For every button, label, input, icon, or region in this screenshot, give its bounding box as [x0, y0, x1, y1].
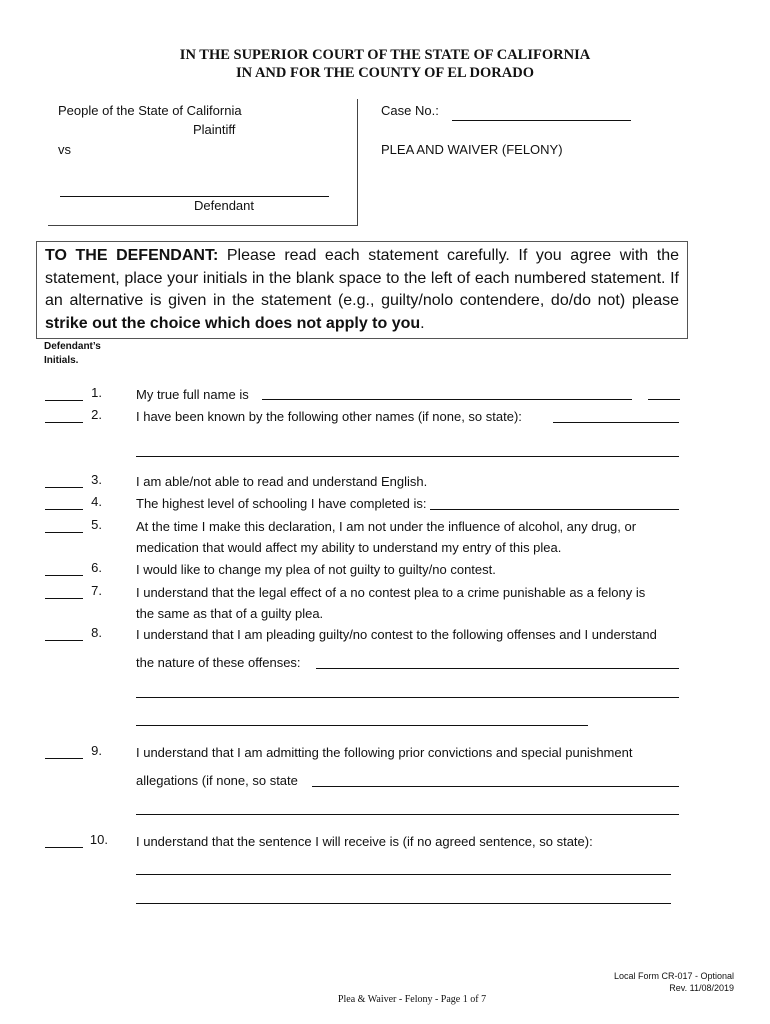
initials-blank-8[interactable] [45, 640, 83, 641]
statement-1: My true full name is [136, 387, 249, 402]
statement-number-9: 9. [91, 743, 102, 758]
page-footer: Plea & Waiver - Felony - Page 1 of 7 [337, 994, 487, 1005]
initials-blank-4[interactable] [45, 509, 83, 510]
form-revision: Rev. 11/08/2019 [669, 983, 734, 993]
statement-5 [136, 516, 636, 558]
other-names-field-2[interactable] [136, 456, 679, 457]
case-no-label: Case No.: [381, 103, 439, 118]
statement-8-line1: I understand that I am pleading guilty/no contest to the following offenses and I understand [136, 627, 657, 642]
initials-column-label [44, 340, 101, 368]
offenses-field-2[interactable] [136, 697, 679, 698]
statement-5-line1: At the time I make this declaration, I am not under the influence of alcohol, any drug, or [136, 519, 637, 534]
initials-blank-3[interactable] [45, 487, 83, 488]
court-heading-line2: IN AND FOR THE COUNTY OF EL DORADO [236, 65, 534, 81]
initials-label-line2: Initials. [44, 355, 79, 366]
statement-8-line2: the nature of these offenses: [136, 655, 301, 670]
statement-number-5: 5. [91, 517, 102, 532]
initials-blank-6[interactable] [45, 575, 83, 576]
initials-blank-5[interactable] [45, 532, 83, 533]
court-heading [0, 46, 770, 82]
full-name-field-2[interactable] [648, 399, 680, 400]
defendant-name-line[interactable] [60, 196, 329, 197]
prior-convictions-field[interactable] [312, 786, 679, 787]
sentence-field[interactable] [136, 874, 671, 875]
court-heading-line1: IN THE SUPERIOR COURT OF THE STATE OF CALIFORNIA [179, 47, 591, 63]
notice-strike-instruction: strike out the choice which does not apply to you [45, 314, 421, 332]
statement-number-2: 2. [91, 407, 102, 422]
statement-7-line1: I understand that the legal effect of a no contest plea to a crime punishable as a felony is [136, 585, 646, 600]
full-name-field[interactable] [262, 399, 632, 400]
initials-blank-1[interactable] [45, 400, 83, 401]
statement-number-6: 6. [91, 560, 102, 575]
prior-convictions-field-2[interactable] [136, 814, 679, 815]
statement-number-10: 10. [89, 832, 108, 847]
initials-blank-7[interactable] [45, 598, 83, 599]
sentence-field-2[interactable] [136, 903, 671, 904]
statement-number-8: 8. [91, 625, 102, 640]
document-title: PLEA AND WAIVER (FELONY) [381, 142, 563, 157]
offenses-field[interactable] [316, 668, 679, 669]
statement-10: I understand that the sentence I will receive is (if no agreed sentence, so state): [136, 834, 593, 849]
statement-7-line2: the same as that of a guilty plea. [136, 606, 324, 621]
vs-label: vs [58, 142, 71, 157]
form-id: Local Form CR-017 - Optional [613, 971, 734, 981]
statement-9-line2: allegations (if none, so state [136, 773, 298, 788]
statement-5-line2: medication that would affect my ability to understand my entry of this plea. [136, 540, 562, 555]
notice-end: . [420, 314, 425, 332]
form-identifier [500, 970, 734, 994]
schooling-field[interactable] [430, 509, 679, 510]
initials-blank-9[interactable] [45, 758, 83, 759]
statement-9-line1: I understand that I am admitting the following prior convictions and special punishment [136, 745, 633, 760]
initials-blank-2[interactable] [45, 422, 83, 423]
other-names-field[interactable] [553, 422, 679, 423]
initials-label-line1: Defendant’s [44, 341, 101, 352]
statement-number-1: 1. [91, 385, 102, 400]
statement-number-3: 3. [91, 472, 102, 487]
statement-number-7: 7. [91, 583, 102, 598]
statement-4: The highest level of schooling I have completed is: [136, 496, 427, 511]
statement-3: I am able/not able to read and understand English. [136, 474, 428, 489]
statement-7 [136, 582, 645, 624]
initials-blank-10[interactable] [45, 847, 83, 848]
case-no-field[interactable] [452, 120, 631, 121]
people-label: People of the State of California [58, 103, 242, 118]
defendant-label: Defendant [194, 198, 254, 213]
notice-text: Please read each statement carefully. If you agree with the statement, place your initials in the blank space to the left of each numbered statement. If an alternative is given in the statement (e.g., guilty/nolo contendere, do/do not) please [45, 247, 679, 309]
statement-2: I have been known by the following other names (if none, so state): [136, 409, 522, 424]
offenses-field-3[interactable] [136, 725, 588, 726]
plaintiff-label: Plaintiff [193, 122, 236, 137]
statement-number-4: 4. [91, 494, 102, 509]
notice-lead: TO THE DEFENDANT: [45, 247, 219, 264]
statement-6: I would like to change my plea of not guilty to guilty/no contest. [136, 562, 496, 577]
defendant-notice [36, 241, 688, 339]
